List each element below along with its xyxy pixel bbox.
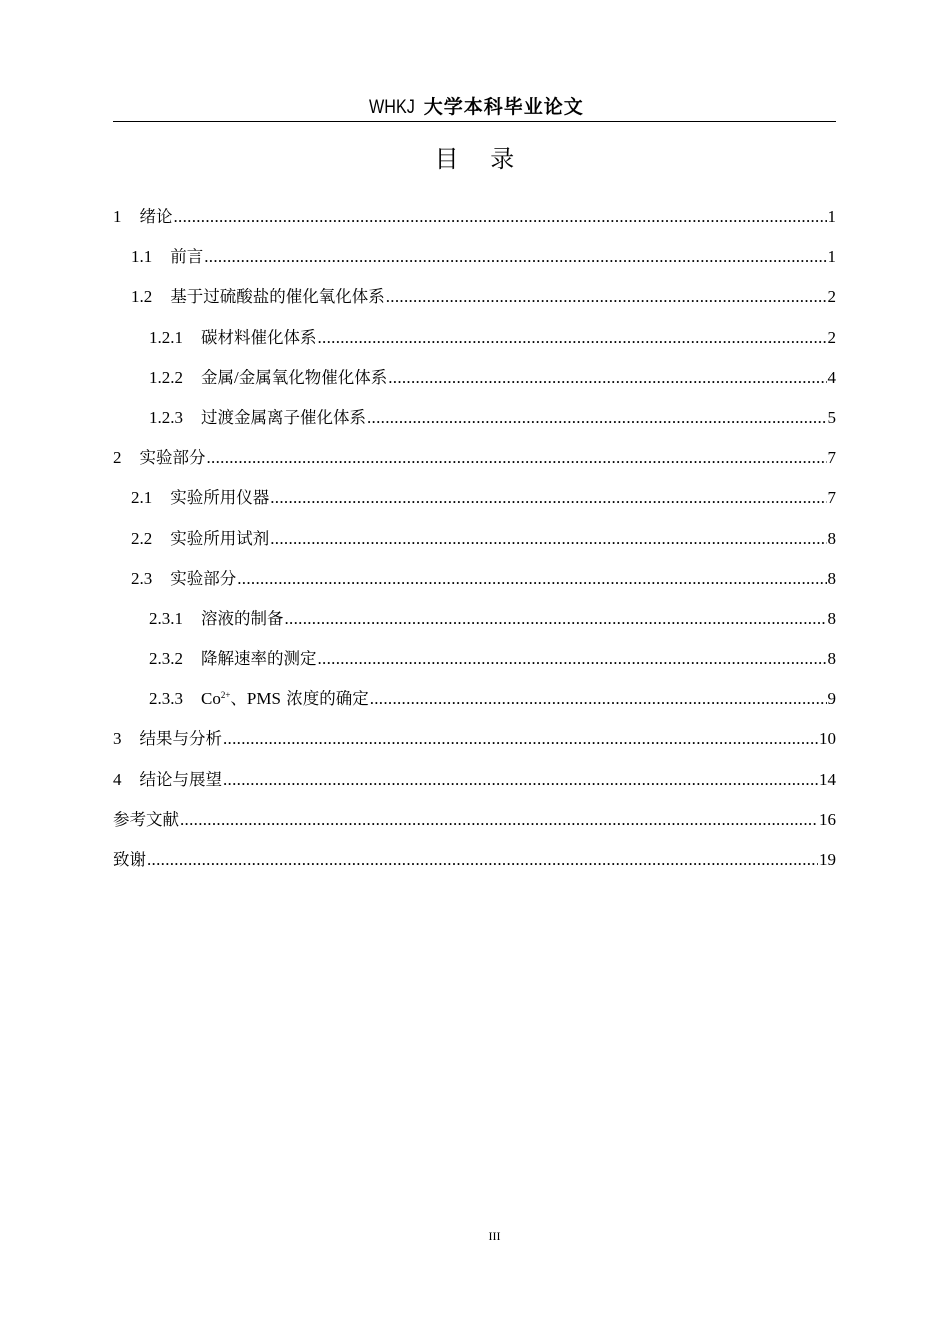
toc-entry[interactable] <box>113 484 836 524</box>
toc-entry-label-part: 浓度的确定 <box>280 689 369 709</box>
toc-entry-number: 1.2.2 <box>149 367 183 387</box>
toc-entry-label-part: 金属 <box>201 367 234 387</box>
dot-leader <box>270 529 826 549</box>
toc-entry-number: 2 <box>113 448 122 468</box>
dot-leader <box>223 770 818 790</box>
toc-entry-number: 1.2 <box>131 287 153 307</box>
toc-entry-page: 1 <box>827 247 836 267</box>
toc-entry[interactable] <box>113 565 836 605</box>
toc-entry-label <box>201 685 369 709</box>
toc-entry-label: 降解速率的测定 <box>201 649 317 669</box>
toc-entry-label: 溶液的制备 <box>201 608 284 628</box>
dot-leader <box>318 649 827 669</box>
toc-entry-page: 16 <box>819 809 836 829</box>
toc-entry-page: 2 <box>827 287 836 307</box>
toc-entry[interactable] <box>113 203 836 243</box>
toc-entry-label: 基于过硫酸盐的催化氧化体系 <box>170 287 385 307</box>
toc-entry-label-charge: 2+ <box>220 690 231 701</box>
toc-entry[interactable] <box>113 645 836 685</box>
toc-entry-page: 5 <box>827 407 836 427</box>
dot-leader <box>207 448 827 468</box>
toc-entry-label: 碳材料催化体系 <box>201 327 317 347</box>
toc-entry-label: 实验部分 <box>139 448 206 468</box>
toc-entry-number: 2.3 <box>131 568 153 588</box>
toc-entry[interactable] <box>113 324 836 364</box>
toc-entry-label: 致谢 <box>113 850 146 869</box>
toc-entry-number: 3 <box>113 729 122 749</box>
toc-entry-page: 10 <box>819 729 836 749</box>
toc-entry-label-part: 金属氧化物催化体系 <box>238 367 388 387</box>
dot-leader <box>237 569 826 589</box>
toc-title: 目 录 <box>434 145 527 173</box>
dot-leader <box>270 488 826 508</box>
toc-entry-page: 9 <box>827 689 836 709</box>
dot-leader <box>285 609 827 629</box>
toc-entry-number: 1.2.1 <box>149 327 183 347</box>
toc-entry-number: 4 <box>113 769 122 789</box>
toc-entry-label: 结果与分析 <box>139 729 222 749</box>
toc-entry[interactable] <box>113 605 836 645</box>
toc-entry-page: 8 <box>827 608 836 628</box>
dot-leader <box>367 408 827 428</box>
toc-entry-label: 实验部分 <box>170 568 237 588</box>
toc-entry-number: 2.1 <box>131 488 153 508</box>
toc-entry-page: 8 <box>827 568 836 588</box>
dot-leader <box>147 850 818 870</box>
toc-entry[interactable] <box>113 685 836 725</box>
dot-leader <box>180 810 818 830</box>
toc-entry-page: 8 <box>827 528 836 548</box>
toc-entry-number: 2.2 <box>131 528 153 548</box>
toc-entry[interactable] <box>113 846 836 886</box>
page-number: III <box>488 1229 501 1243</box>
header-document-type: 大学本科毕业论文 <box>423 96 584 118</box>
toc-entry-number: 1.2.3 <box>149 407 183 427</box>
toc-entry-page: 14 <box>819 769 836 789</box>
toc-entry-label: 过渡金属离子催化体系 <box>201 407 366 427</box>
toc-entry-label <box>201 364 387 388</box>
running-header <box>113 92 836 122</box>
toc-entry-page: 4 <box>827 367 836 387</box>
toc-entry-label-pms: PMS <box>246 689 281 709</box>
toc-entry-label: 结论与展望 <box>139 769 222 789</box>
toc-entry[interactable] <box>113 725 836 765</box>
toc-entry-page: 7 <box>827 448 836 468</box>
toc-entry[interactable] <box>113 444 836 484</box>
toc-entry-label: 实验所用仪器 <box>170 488 270 508</box>
header-rule <box>113 121 836 122</box>
table-of-contents <box>113 203 836 886</box>
dot-leader <box>223 729 818 749</box>
toc-entry-label: 绪论 <box>139 207 173 226</box>
toc-entry-label-separator: 、 <box>230 689 247 709</box>
toc-entry-label-cobalt: Co <box>201 689 221 709</box>
toc-entry-page: 19 <box>819 850 836 869</box>
toc-entry-number: 1 <box>113 207 122 226</box>
toc-entry[interactable] <box>113 243 836 283</box>
toc-entry-number: 2.3.1 <box>149 608 183 628</box>
dot-leader <box>318 328 827 348</box>
dot-leader <box>386 287 827 307</box>
dot-leader <box>174 207 827 227</box>
dot-leader <box>388 368 826 388</box>
toc-entry[interactable] <box>113 404 836 444</box>
toc-entry[interactable] <box>113 525 836 565</box>
toc-entry-page: 8 <box>827 649 836 669</box>
toc-entry[interactable] <box>113 283 836 323</box>
toc-entry-label: 参考文献 <box>113 809 179 829</box>
toc-entry-page: 2 <box>827 327 836 347</box>
toc-entry-page: 7 <box>827 488 836 508</box>
toc-entry-number: 1.1 <box>131 247 153 267</box>
toc-entry-label: 前言 <box>170 247 204 267</box>
toc-entry-number: 2.3.2 <box>149 649 183 669</box>
dot-leader <box>204 247 826 267</box>
toc-entry-number: 2.3.3 <box>149 689 183 709</box>
toc-entry-label-slash: / <box>234 367 239 387</box>
toc-entry-page: 1 <box>827 207 836 226</box>
toc-entry[interactable] <box>113 364 836 404</box>
toc-entry[interactable] <box>113 766 836 806</box>
toc-entry[interactable] <box>113 806 836 846</box>
header-institution-code: WHKJ <box>369 97 415 118</box>
dot-leader <box>370 689 827 709</box>
toc-entry-label: 实验所用试剂 <box>170 528 270 548</box>
